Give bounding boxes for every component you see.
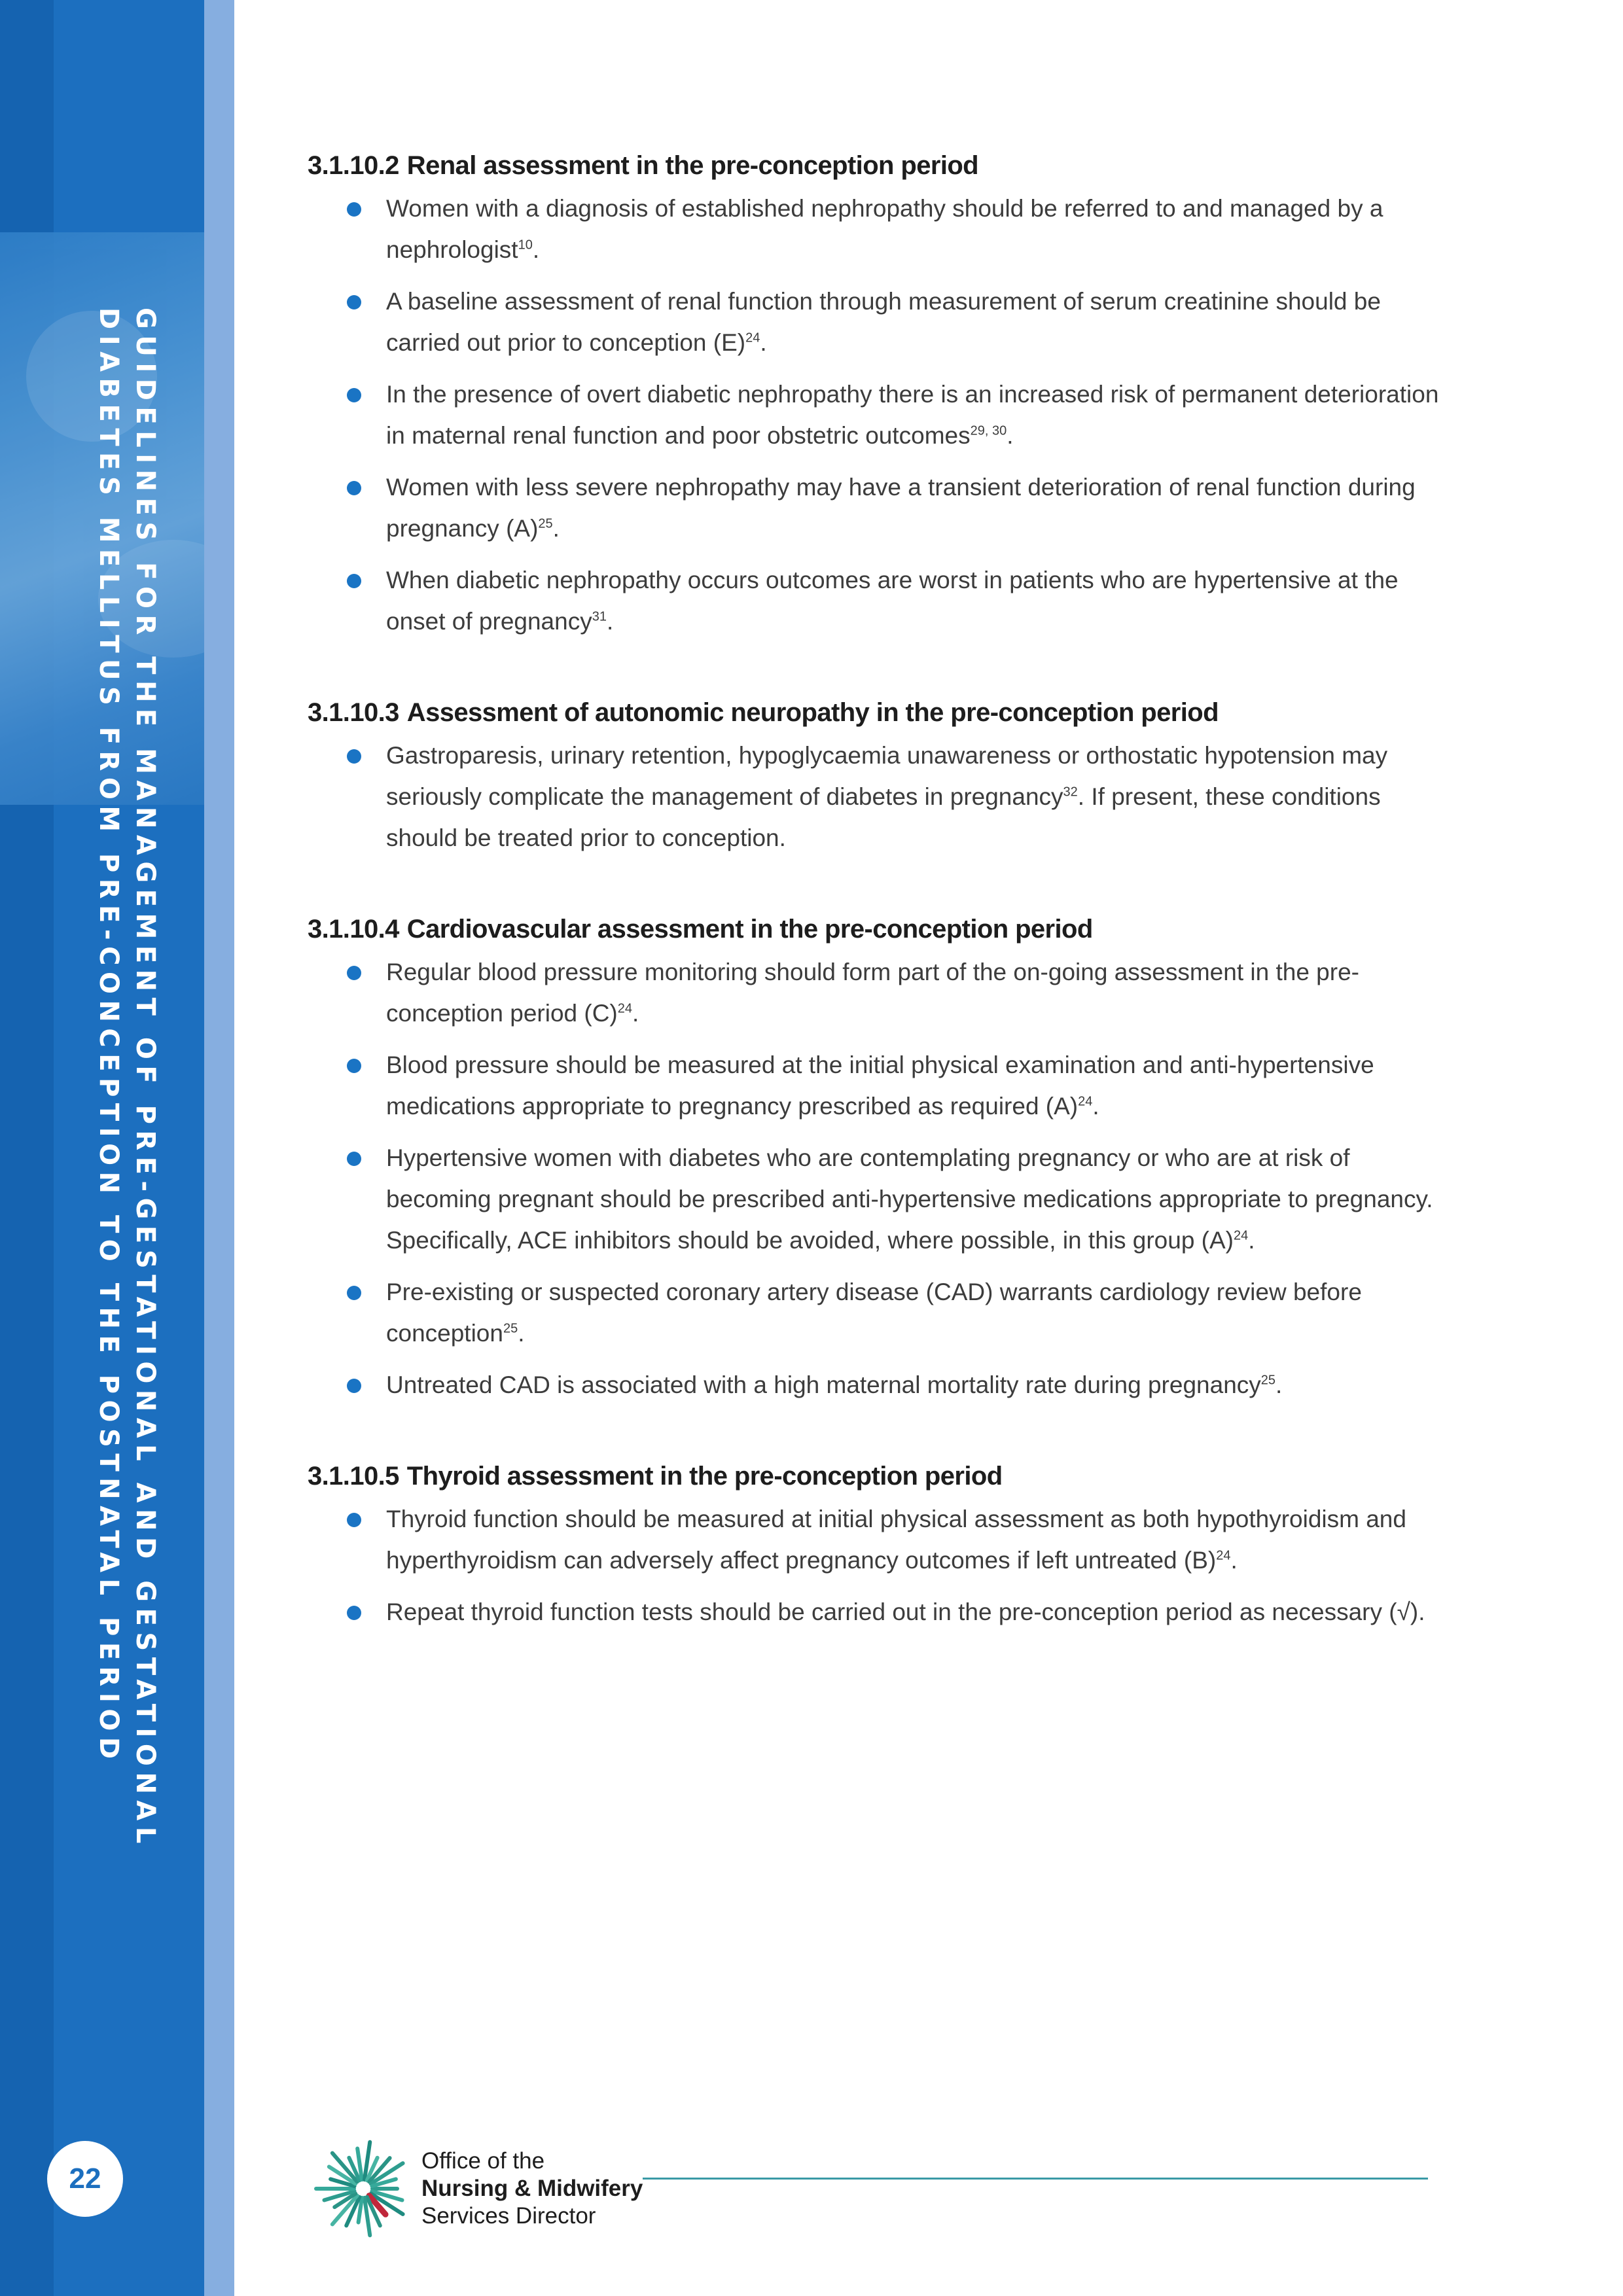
bullet-text-tail: . [632, 1000, 639, 1027]
starburst-logo-icon [308, 2133, 419, 2244]
document-title [59, 308, 164, 1850]
footer-org-line3: Services Director [421, 2203, 596, 2229]
list-item [308, 951, 1446, 1034]
document-title-line1: GUIDELINES FOR THE MANAGEMENT OF PRE-GESTATIONAL AND GESTATIONAL [130, 308, 160, 1850]
bullet-list [308, 735, 1446, 858]
bullet-dot-icon [347, 388, 361, 402]
list-item [308, 188, 1446, 270]
list-item [308, 1498, 1446, 1581]
section-heading [308, 147, 1446, 184]
reference-superscript: 24 [617, 1001, 632, 1016]
bullet-dot-icon [347, 574, 361, 588]
reference-superscript: 24 [1078, 1094, 1093, 1109]
list-item [308, 374, 1446, 456]
bullet-text: In the presence of overt diabetic nephropathy there is an increased risk of permanent deterioration in maternal renal function and poor obstetric outcomes [386, 381, 1439, 449]
section-heading [308, 911, 1446, 947]
bullet-dot-icon [347, 481, 361, 495]
section-3-1-10-3 [308, 694, 1446, 858]
footer-org-line2: Nursing & Midwifery [421, 2176, 643, 2201]
reference-superscript: 25 [538, 516, 553, 531]
reference-superscript: 24 [1216, 1548, 1231, 1563]
bullet-text: Untreated CAD is associated with a high maternal mortality rate during pregnancy [386, 1371, 1261, 1398]
section-heading [308, 1458, 1446, 1494]
section-title: Cardiovascular assessment in the pre-conception period [406, 915, 1093, 944]
section-number: 3.1.10.2 [308, 151, 399, 180]
list-item [308, 1271, 1446, 1354]
list-item [308, 1137, 1446, 1261]
section-title: Assessment of autonomic neuropathy in the pre-conception period [406, 698, 1219, 727]
bullet-text-tail: . [1007, 422, 1014, 449]
page-number: 22 [47, 2141, 123, 2217]
bullet-list [308, 188, 1446, 642]
bullet-dot-icon [347, 295, 361, 309]
bullet-dot-icon [347, 1059, 361, 1073]
list-item [308, 1364, 1446, 1405]
bullet-text-tail: . [1248, 1227, 1255, 1254]
bullet-text: Women with less severe nephropathy may have a transient deterioration of renal function during pregnancy (A) [386, 474, 1416, 542]
bullet-text-tail: . [532, 236, 540, 263]
list-item [308, 281, 1446, 363]
reference-superscript: 31 [592, 609, 607, 624]
bullet-text: Blood pressure should be measured at the initial physical examination and anti-hypertensive medications appropriate to pregnancy prescribed as required (A) [386, 1051, 1374, 1120]
section-3-1-10-5 [308, 1458, 1446, 1633]
bullet-text-tail: . [1275, 1371, 1283, 1398]
sidebar-stripe [204, 0, 234, 2296]
reference-superscript: 32 [1063, 785, 1078, 800]
footer-rule [643, 2178, 1428, 2180]
bullet-text-tail: . If present, these conditions should be treated prior to conception. [386, 783, 1381, 851]
reference-superscript: 25 [503, 1321, 518, 1336]
section-3-1-10-4 [308, 911, 1446, 1405]
bullet-text: Repeat thyroid function tests should be carried out in the pre-conception period as necessary (√). [386, 1598, 1425, 1625]
reference-superscript: 10 [518, 238, 533, 253]
bullet-dot-icon [347, 1513, 361, 1527]
bullet-text: Thyroid function should be measured at initial physical assessment as both hypothyroidism and hyperthyroidism can adversely affect pregnancy outcomes if left untreated (B) [386, 1506, 1406, 1574]
document-title-line2: DIABETES MELLITUS FROM PRE-CONCEPTION TO THE POSTNATAL PERIOD [94, 308, 124, 1765]
section-3-1-10-2 [308, 147, 1446, 642]
list-item [308, 1044, 1446, 1127]
bullet-text-tail: . [552, 515, 560, 542]
bullet-dot-icon [347, 202, 361, 217]
main-content [308, 147, 1446, 1685]
reference-superscript: 24 [745, 330, 760, 345]
footer-org-line1: Office of the [421, 2148, 545, 2174]
bullet-text-tail: . [518, 1320, 525, 1347]
list-item [308, 1591, 1446, 1633]
bullet-dot-icon [347, 1152, 361, 1166]
sidebar [0, 0, 234, 2296]
section-title: Thyroid assessment in the pre-conception period [406, 1462, 1003, 1491]
bullet-text: Pre-existing or suspected coronary artery disease (CAD) warrants cardiology review before conception [386, 1279, 1362, 1347]
bullet-text: A baseline assessment of renal function through measurement of serum creatinine should be carried out prior to conception (E) [386, 288, 1381, 356]
reference-superscript: 29, 30 [970, 423, 1007, 438]
reference-superscript: 24 [1234, 1228, 1249, 1243]
bullet-dot-icon [347, 1286, 361, 1300]
section-number: 3.1.10.3 [308, 698, 399, 727]
bullet-dot-icon [347, 1379, 361, 1393]
bullet-text-tail: . [606, 608, 614, 635]
bullet-text-tail: . [1092, 1093, 1099, 1120]
section-number: 3.1.10.5 [308, 1462, 399, 1491]
bullet-dot-icon [347, 966, 361, 980]
bullet-dot-icon [347, 1606, 361, 1620]
reference-superscript: 25 [1260, 1373, 1276, 1388]
footer-organisation [421, 2147, 643, 2230]
bullet-text: Regular blood pressure monitoring should form part of the on-going assessment in the pre-conception period (C) [386, 959, 1359, 1027]
bullet-text: Gastroparesis, urinary retention, hypoglycaemia unawareness or orthostatic hypotension may seriously complicate the management of diabetes in pregnancy [386, 742, 1388, 810]
bullet-text: Women with a diagnosis of established nephropathy should be referred to and managed by a nephrologist [386, 195, 1383, 263]
section-number: 3.1.10.4 [308, 915, 399, 944]
bullet-text-tail: . [1230, 1547, 1238, 1574]
list-item [308, 467, 1446, 549]
bullet-text: When diabetic nephropathy occurs outcomes are worst in patients who are hypertensive at the onset of pregnancy [386, 567, 1399, 635]
bullet-list [308, 951, 1446, 1405]
bullet-dot-icon [347, 749, 361, 764]
bullet-text: Hypertensive women with diabetes who are contemplating pregnancy or who are at risk of becoming pregnant should be prescribed anti-hypertensive medications appropriate to pregnancy. Specifically, ACE inhibitors should be avoided, where possible, in this group (A) [386, 1144, 1433, 1254]
list-item [308, 735, 1446, 858]
bullet-list [308, 1498, 1446, 1633]
list-item [308, 559, 1446, 642]
bullet-text-tail: . [760, 329, 767, 356]
section-title: Renal assessment in the pre-conception period [406, 151, 978, 180]
section-heading [308, 694, 1446, 731]
